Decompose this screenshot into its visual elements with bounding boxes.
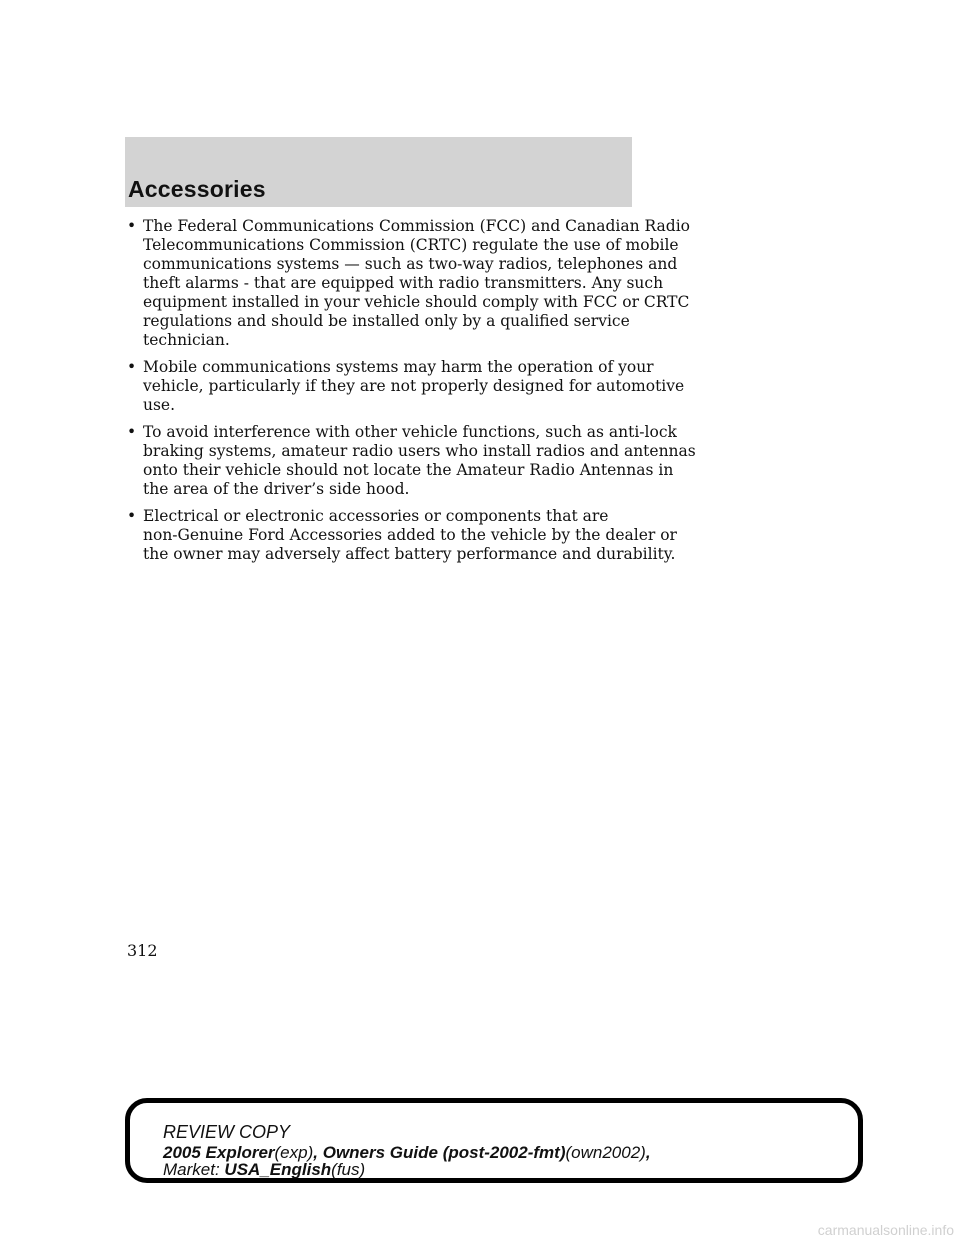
- model-name: 2005 Explorer: [163, 1143, 275, 1162]
- list-item: [125, 507, 677, 564]
- text-line: To avoid interference with other vehicle functions, such as anti-lock: [143, 423, 677, 441]
- market-code: (fus): [331, 1160, 366, 1179]
- text-line: technician.: [143, 331, 230, 349]
- guide-code: (own2002): [565, 1143, 646, 1162]
- text-line: the area of the driver’s side hood.: [143, 480, 410, 498]
- market-name: USA_English: [224, 1160, 332, 1179]
- text-line: Telecommunications Commission (CRTC) regulate the use of mobile: [143, 236, 679, 254]
- text-line: Mobile communications systems may harm the operation of your: [143, 358, 654, 376]
- separator: ,: [645, 1143, 651, 1162]
- text-line: braking systems, amateur radio users who install radios and antennas: [143, 442, 696, 460]
- text-line: communications systems — such as two-way radios, telephones and: [143, 255, 678, 273]
- text-line: The Federal Communications Commission (FCC) and Canadian Radio: [143, 217, 690, 235]
- text-line: the owner may adversely affect battery performance and durability.: [143, 545, 676, 563]
- text-line: use.: [143, 396, 176, 414]
- separator: ,: [313, 1143, 318, 1162]
- market-label: Market:: [163, 1160, 220, 1179]
- bullet-icon: •: [127, 217, 137, 235]
- review-copy-block: [163, 1124, 651, 1178]
- model-code: (exp): [274, 1143, 314, 1162]
- list-item: [125, 217, 690, 350]
- text-line: vehicle, particularly if they are not properly designed for automotive: [143, 377, 685, 395]
- list-item: [125, 358, 685, 415]
- text-line: regulations and should be installed only by a qualified service: [143, 312, 630, 330]
- guide-name: Owners Guide (post-2002-fmt): [322, 1143, 566, 1162]
- text-line: non-Genuine Ford Accessories added to the vehicle by the dealer or: [143, 526, 677, 544]
- review-copy-title: REVIEW COPY: [163, 1122, 291, 1142]
- page-number: 312: [127, 941, 158, 960]
- bullet-list: [125, 217, 696, 572]
- bullet-icon: •: [127, 423, 137, 441]
- watermark: carmanualsonline.info: [817, 1222, 954, 1238]
- review-model-line: [163, 1144, 651, 1161]
- text-line: Electrical or electronic accessories or components that are: [143, 507, 609, 525]
- review-market-line: [163, 1161, 651, 1178]
- section-title: Accessories: [128, 176, 266, 202]
- text-line: theft alarms - that are equipped with radio transmitters. Any such: [143, 274, 664, 292]
- text-line: equipment installed in your vehicle should comply with FCC or CRTC: [143, 293, 690, 311]
- bullet-icon: •: [127, 507, 137, 525]
- bullet-icon: •: [127, 358, 137, 376]
- text-line: onto their vehicle should not locate the Amateur Radio Antennas in: [143, 461, 674, 479]
- list-item: [125, 423, 696, 499]
